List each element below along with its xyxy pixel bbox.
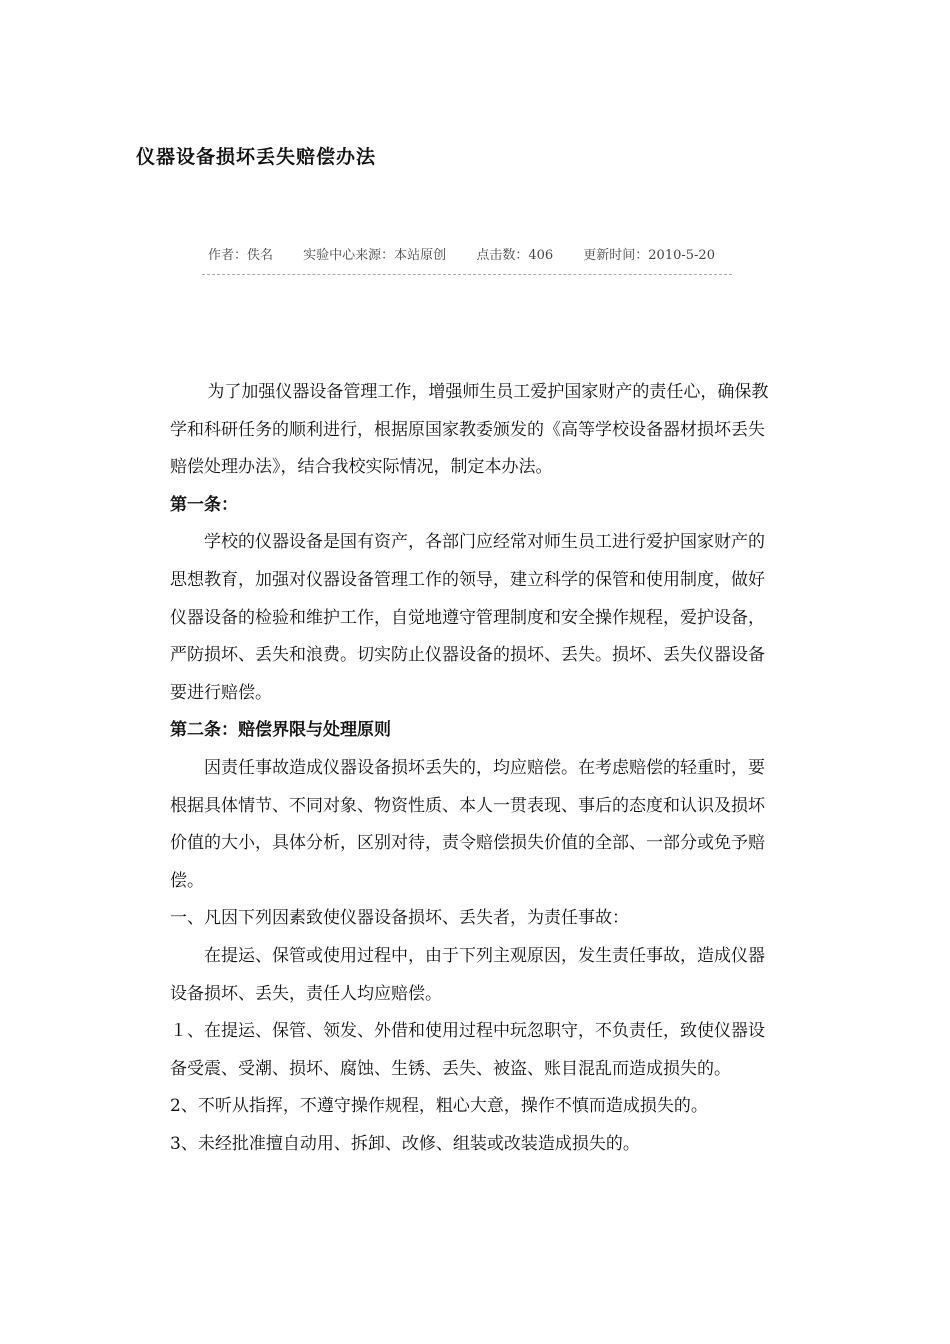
section-1-heading: 一、凡因下列因素致使仪器设备损坏、丢失者，为责任事故： — [170, 908, 629, 929]
list-item-3: 3、未经批准擅自动用、拆卸、改修、组装或改装造成损失的。 — [170, 1133, 640, 1154]
section-1-paragraph: 在提运、保管或使用过程中，由于下列主观原因，发生责任事故，造成仪器设备损坏、丢失，责任人均应赔偿。 — [170, 945, 765, 1004]
meta-divider — [202, 274, 732, 275]
intro-paragraph: 为了加强仪器设备管理工作，增强师生员工爱护国家财产的责任心，确保教学和科研任务的顺利进行，根据原国家教委颁发的《高等学校设备器材损坏丢失赔偿处理办法》，结合我校实际情况，制定本办法。 — [170, 382, 769, 478]
article-1-heading: 第一条： — [170, 494, 238, 515]
document-body — [170, 374, 770, 1163]
article-2-heading: 第二条：赔偿界限与处理原则 — [170, 720, 391, 741]
article-2-paragraph: 因责任事故造成仪器设备损坏丢失的，均应赔偿。在考虑赔偿的轻重时，要根据具体情节、不同对象、物资性质、本人一贯表现、事后的态度和认识及损坏价值的大小，具体分析，区别对待，责令赔偿损失价值的全部、一部分或免予赔偿。 — [170, 757, 765, 891]
meta-author: 作者：佚名 — [208, 248, 274, 263]
document-title: 仪器设备损坏丢失赔偿办法 — [136, 146, 377, 168]
list-item-1: １、在提运、保管、领发、外借和使用过程中玩忽职守，不负责任，致使仪器设备受震、受潮、损坏、腐蚀、生锈、丢失、被盗、账目混乱而造成损失的。 — [170, 1021, 765, 1079]
meta-updated: 更新时间：2010-5-20 — [583, 248, 715, 263]
list-item-2: 2、不听从指挥，不遵守操作规程，粗心大意，操作不慎而造成损失的。 — [170, 1096, 708, 1117]
article-1-paragraph: 学校的仪器设备是国有资产，各部门应经常对师生员工进行爱护国家财产的思想教育，加强对仪器设备管理工作的领导，建立科学的保管和使用制度，做好仪器设备的检验和维护工作，自觉地遵守管理制度和安全操作规程，爱护设备，严防损坏、丢失和浪费。切实防止仪器设备的损坏、丢失。损坏、丢失仪器设备要进行赔偿。 — [170, 532, 765, 703]
meta-source: 实验中心来源：本站原创 — [303, 248, 447, 263]
article-meta — [208, 244, 715, 263]
meta-hits: 点击数：406 — [476, 248, 554, 263]
